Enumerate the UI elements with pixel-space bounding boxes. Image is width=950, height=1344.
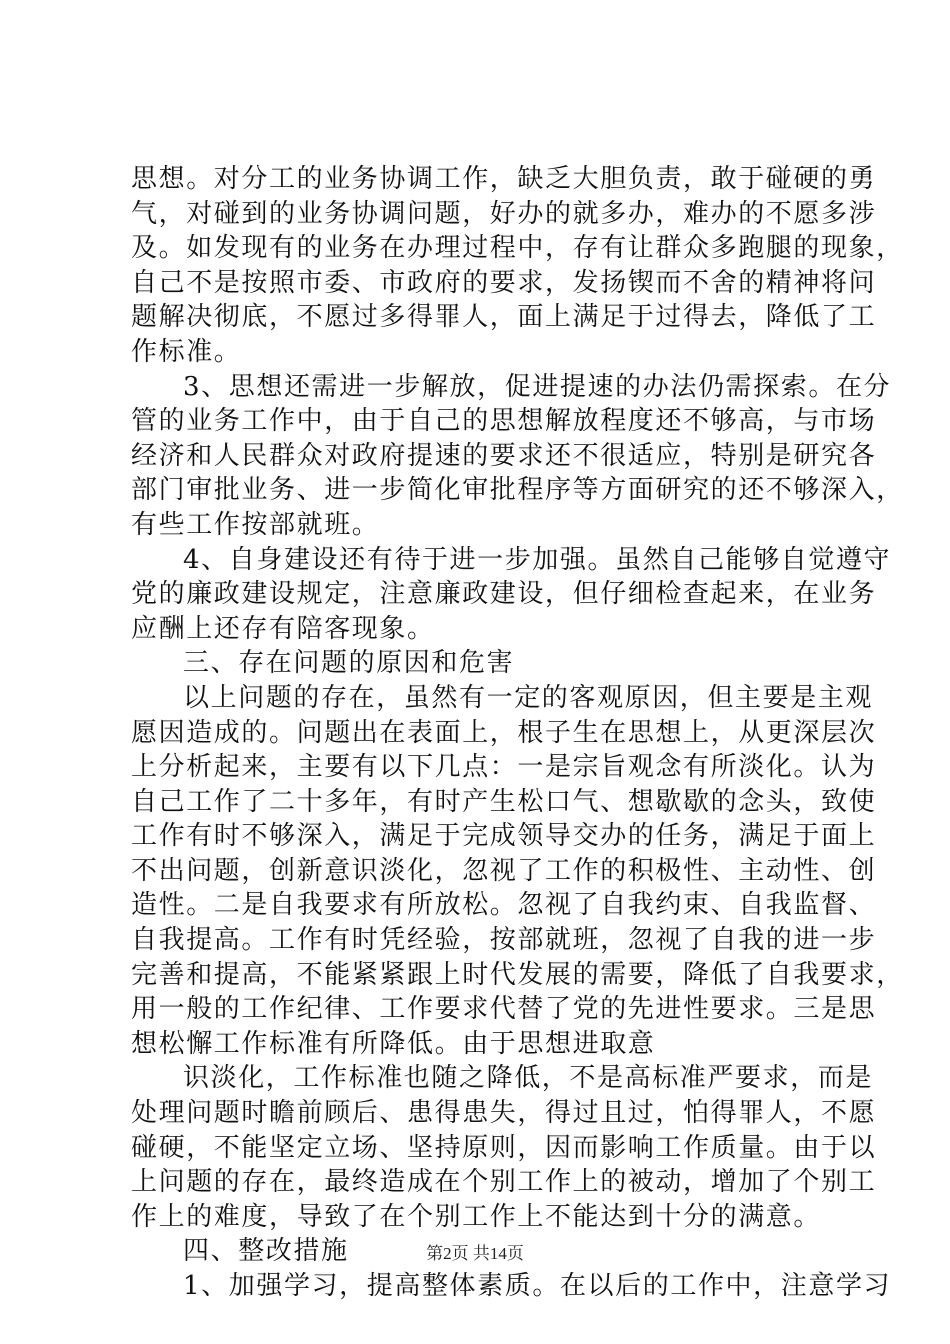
text-line: 三、存在问题的原因和危害	[183, 648, 515, 679]
text-line: 想松懈工作标准有所降低。由于思想进取意	[131, 1028, 656, 1059]
text-line: 碰硬，不能坚定立场、坚持原则，因而影响工作质量。由于以	[131, 1132, 877, 1163]
text-line: 作标准。	[131, 336, 242, 367]
page-footer	[0, 1242, 950, 1266]
text-line: 部门审批业务、进一步简化审批程序等方面研究的还不够深入，	[131, 475, 904, 506]
text-line: 思想。对分工的业务协调工作，缺乏大胆负责，敢于碰硬的勇	[131, 164, 877, 194]
text-line: 识淡化，工作标准也随之降低，不是高标准严要求，而是	[183, 1063, 874, 1094]
text-line: 党的廉政建设规定，注意廉政建设，但仔细检查起来，在业务	[131, 579, 877, 610]
text-line: 自己工作了二十多年，有时产生松口气、想歇歇的念头，致使	[131, 786, 877, 817]
text-line: 作上的难度，导致了在个别工作上不能达到十分的满意。	[131, 1201, 822, 1232]
text-line: 经济和人民群众对政府提速的要求还不很适应，特别是研究各	[131, 440, 877, 471]
text-line: 自我提高。工作有时凭经验，按部就班，忽视了自我的进一步	[131, 925, 877, 956]
text-line: 4、自身建设还有待于进一步加强。虽然自己能够自觉遵守	[183, 544, 892, 575]
text-line: 愿因造成的。问题出在表面上，根子生在思想上，从更深层次	[131, 717, 877, 748]
text-line: 及。如发现有的业务在办理过程中，存有让群众多跑腿的现象，	[131, 233, 904, 264]
text-line: 自己不是按照市委、市政府的要求，发扬锲而不舍的精神将问	[131, 267, 877, 298]
page-number-label: 第2页 共14页	[426, 1244, 524, 1263]
text-line: 四、整改措施	[183, 1236, 349, 1267]
text-line: 上分析起来，主要有以下几点：一是宗旨观念有所淡化。认为	[131, 752, 877, 783]
text-line: 题解决彻底，不愿过多得罪人，面上满足于过得去，降低了工	[131, 302, 877, 333]
text-line: 3、思想还需进一步解放，促进提速的办法仍需探索。在分	[183, 371, 892, 402]
text-line: 造性。二是自我要求有所放松。忽视了自我约束、自我监督、	[131, 890, 877, 921]
text-line: 应酬上还存有陪客现象。	[131, 613, 435, 644]
text-line: 完善和提高，不能紧紧跟上时代发展的需要，降低了自我要求，	[131, 959, 904, 990]
document-body	[131, 162, 904, 1304]
text-line: 气，对碰到的业务协调问题，好办的就多办，难办的不愿多涉	[131, 198, 877, 229]
text-line: 不出问题，创新意识淡化，忽视了工作的积极性、主动性、创	[131, 855, 877, 886]
text-line: 用一般的工作纪律、工作要求代替了党的先进性要求。三是思	[131, 994, 877, 1025]
text-line: 1、加强学习，提高整体素质。在以后的工作中，注意学习	[183, 1271, 892, 1301]
text-line: 上问题的存在，最终造成在个别工作上的被动，增加了个别工	[131, 1167, 877, 1198]
text-line: 有些工作按部就班。	[131, 509, 380, 540]
text-line: 以上问题的存在，虽然有一定的客观原因，但主要是主观	[183, 682, 874, 713]
text-line: 管的业务工作中，由于自己的思想解放程度还不够高，与市场	[131, 406, 877, 437]
text-line: 处理问题时瞻前顾后、患得患失，得过且过，怕得罪人，不愿	[131, 1098, 877, 1129]
text-line: 工作有时不够深入，满足于完成领导交办的任务，满足于面上	[131, 821, 877, 852]
